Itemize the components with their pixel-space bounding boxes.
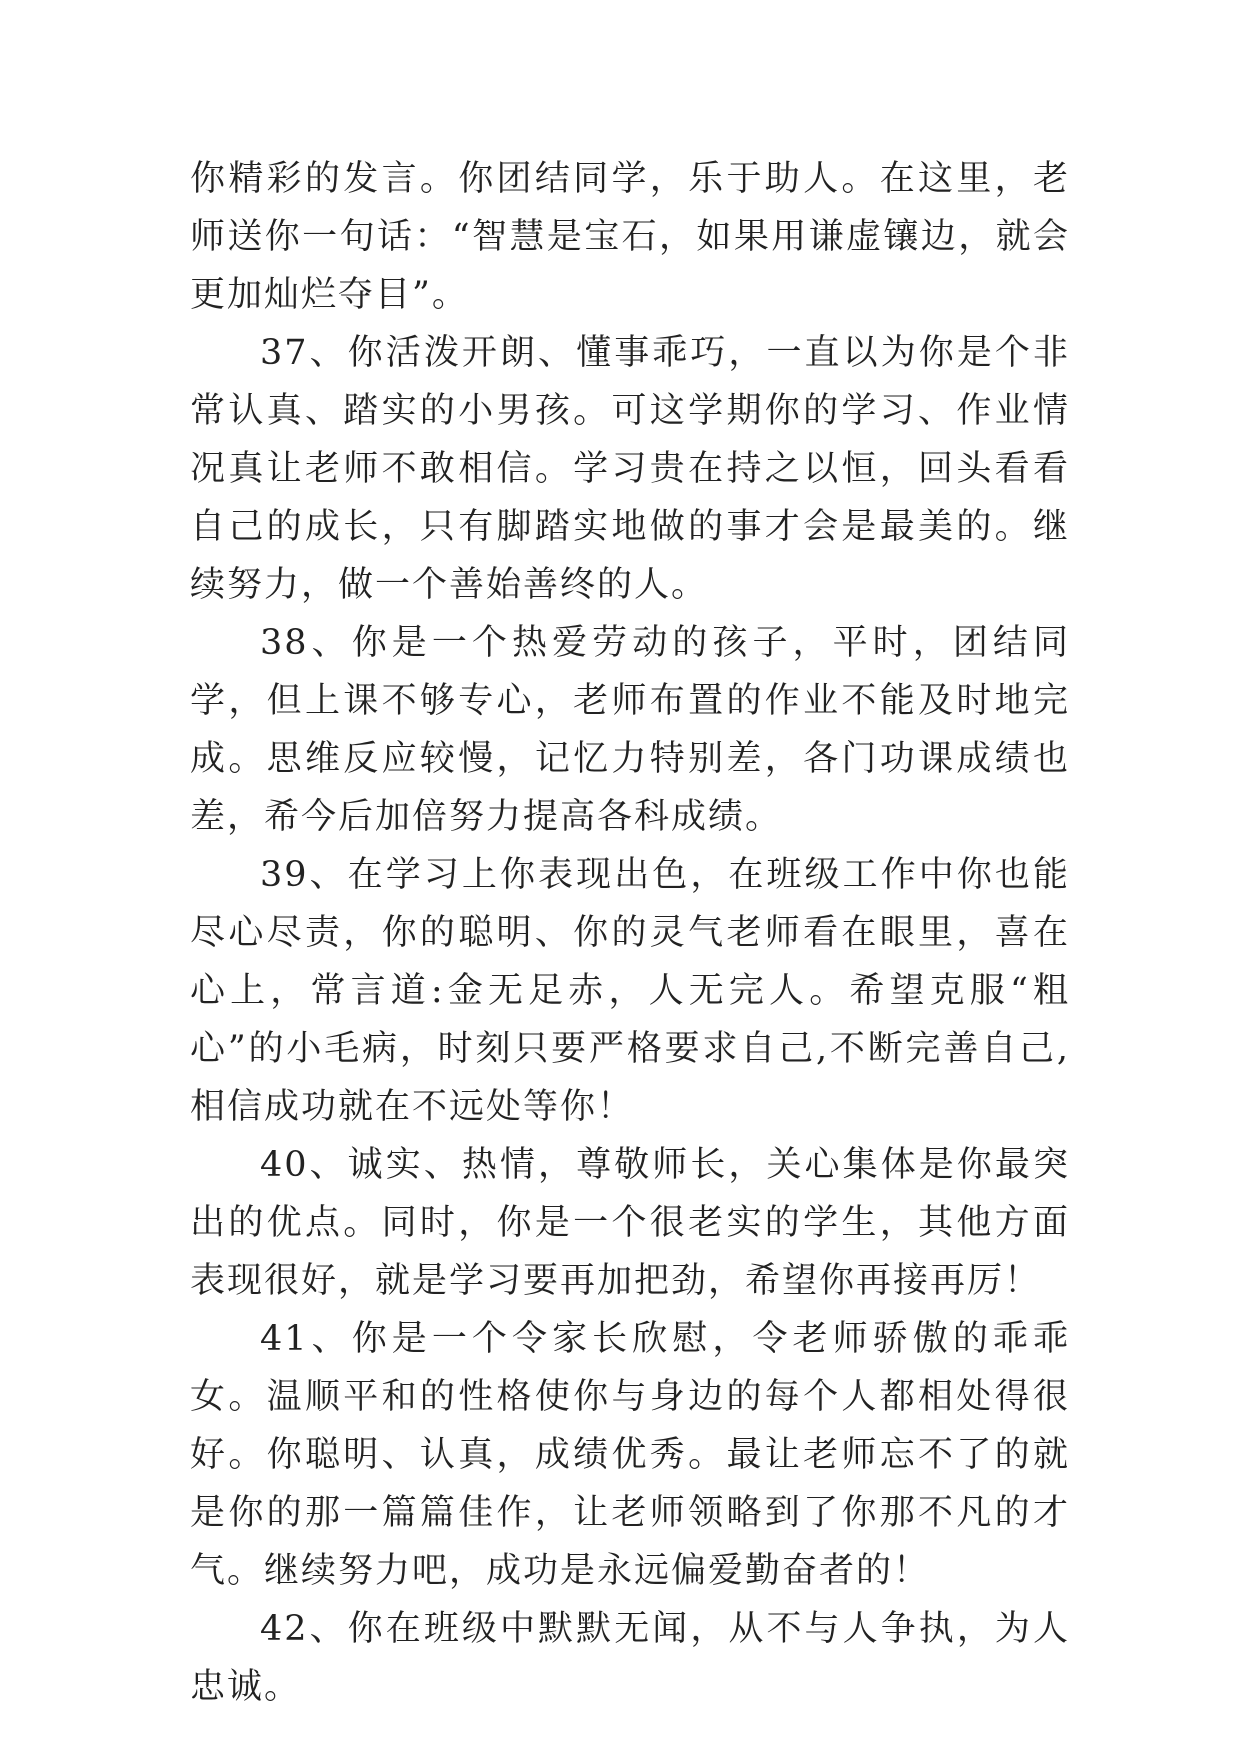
paragraph-40: 40、诚实、热情，尊敬师长，关心集体是你最突出的优点。同时，你是一个很老实的学生，其他方面表现很好，就是学习要再加把劲，希望你再接再厉！: [190, 1145, 1070, 1301]
paragraph-38: 38、你是一个热爱劳动的孩子，平时，团结同学，但上课不够专心，老师布置的作业不能及时地完成。思维反应较慢，记忆力特别差，各门功课成绩也差，希今后加倍努力提高各科成绩。: [190, 623, 1070, 837]
document-body: [190, 150, 1070, 1716]
paragraph-36-continuation: 你精彩的发言。你团结同学，乐于助人。在这里，老师送你一句话：“智慧是宝石，如果用谦虚镶边，就会更加灿烂夺目”。: [190, 159, 1070, 315]
paragraph-39: 39、在学习上你表现出色，在班级工作中你也能尽心尽责，你的聪明、你的灵气老师看在眼里，喜在心上，常言道:金无足赤，人无完人。希望克服“粗心”的小毛病，时刻只要严格要求自己,不断完善自己,相信成功就在不远处等你！: [190, 855, 1070, 1127]
paragraph-42: 42、你在班级中默默无闻，从不与人争执，为人忠诚。: [190, 1609, 1070, 1707]
paragraph-37: 37、你活泼开朗、懂事乖巧，一直以为你是个非常认真、踏实的小男孩。可这学期你的学习、作业情况真让老师不敢相信。学习贵在持之以恒，回头看看自己的成长，只有脚踏实地做的事才会是最美的。继续努力，做一个善始善终的人。: [190, 333, 1070, 605]
paragraph-41: 41、你是一个令家长欣慰，令老师骄傲的乖乖女。温顺平和的性格使你与身边的每个人都相处得很好。你聪明、认真，成绩优秀。最让老师忘不了的就是你的那一篇篇佳作，让老师领略到了你那不凡的才气。继续努力吧，成功是永远偏爱勤奋者的！: [190, 1319, 1070, 1591]
